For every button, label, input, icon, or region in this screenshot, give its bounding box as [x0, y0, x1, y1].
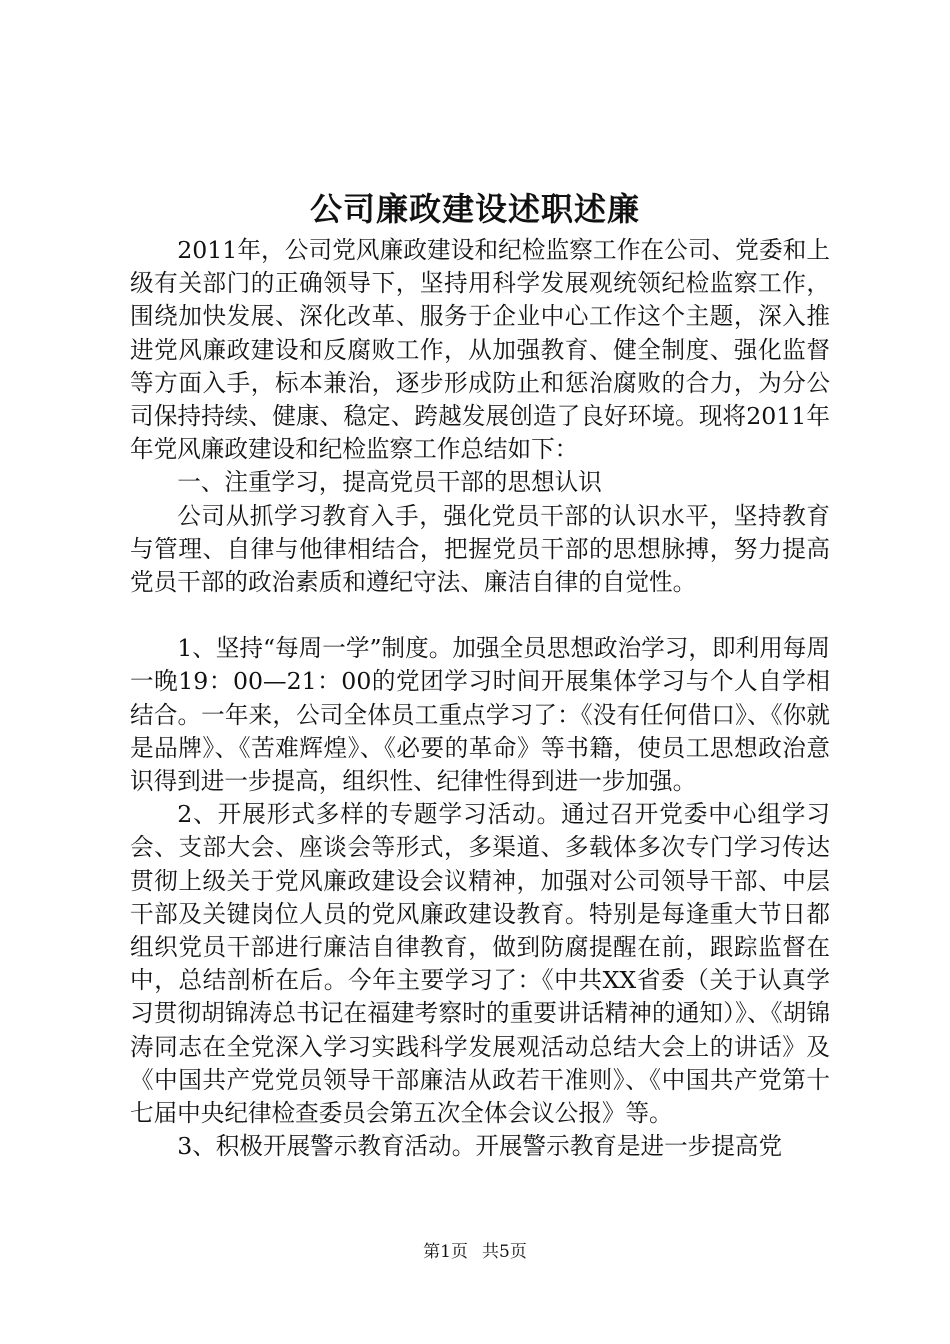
document-title: 公司廉政建设述职述廉	[309, 190, 640, 228]
page-total: 共5页	[482, 1242, 527, 1262]
document-body	[130, 234, 830, 1163]
intro-paragraph: 2011年，公司党风廉政建设和纪检监察工作在公司、党委和上级有关部门的正确领导下，坚持用科学发展观统领纪检监察工作，围绕加快发展、深化改革、服务于企业中心工作这个主题，深入推进党风廉政建设和反腐败工作，从加强教育、健全制度、强化监督等方面入手，标本兼治，逐步形成防止和惩治腐败的合力，为分公司保持持续、健康、稳定、跨越发展创造了良好环境。现将2011年年党风廉政建设和纪检监察工作总结如下：	[130, 236, 830, 464]
item-3-paragraph: 3、积极开展警示教育活动。开展警示教育是进一步提高党	[177, 1132, 783, 1161]
item-2-paragraph: 2、开展形式多样的专题学习活动。通过召开党委中心组学习会、支部大会、座谈会等形式，多渠道、多载体多次专门学习传达贯彻上级关于党风廉政建设会议精神，加强对公司领导干部、中层干部及关键岗位人员的党风廉政建设教育。特别是每逢重大节日都组织党员干部进行廉洁自律教育，做到防腐提醒在前，跟踪监督在中，总结剖析在后。今年主要学习了：《中共XX省委（关于认真学习贯彻胡锦涛总书记在福建考察时的重要讲话精神的通知）》、《胡锦涛同志在全党深入学习实践科学发展观活动总结大会上的讲话》及《中国共产党党员领导干部廉洁从政若干准则》、《中国共产党第十七届中央纪律检查委员会第五次全体会议公报》等。	[130, 800, 830, 1128]
section-heading-1: 一、注重学习，提高党员干部的思想认识	[177, 468, 602, 497]
page-number: 第1页	[423, 1242, 468, 1262]
item-1-paragraph: 1、坚持“每周一学”制度。加强全员思想政治学习，即利用每周一晚19：00—21：00的党团学习时间开展集体学习与个人自学相结合。一年来，公司全体员工重点学习了：《没有任何借口》、《你就是品牌》、《苦难辉煌》、《必要的革命》等书籍，使员工思想政治意识得到进一步提高，组织性、纪律性得到进一步加强。	[130, 634, 830, 796]
section-1-paragraph: 公司从抓学习教育入手，强化党员干部的认识水平，坚持教育与管理、自律与他律相结合，把握党员干部的思想脉搏，努力提高党员干部的政治素质和遵纪守法、廉洁自律的自觉性。	[130, 501, 830, 597]
page-footer	[0, 1240, 950, 1264]
